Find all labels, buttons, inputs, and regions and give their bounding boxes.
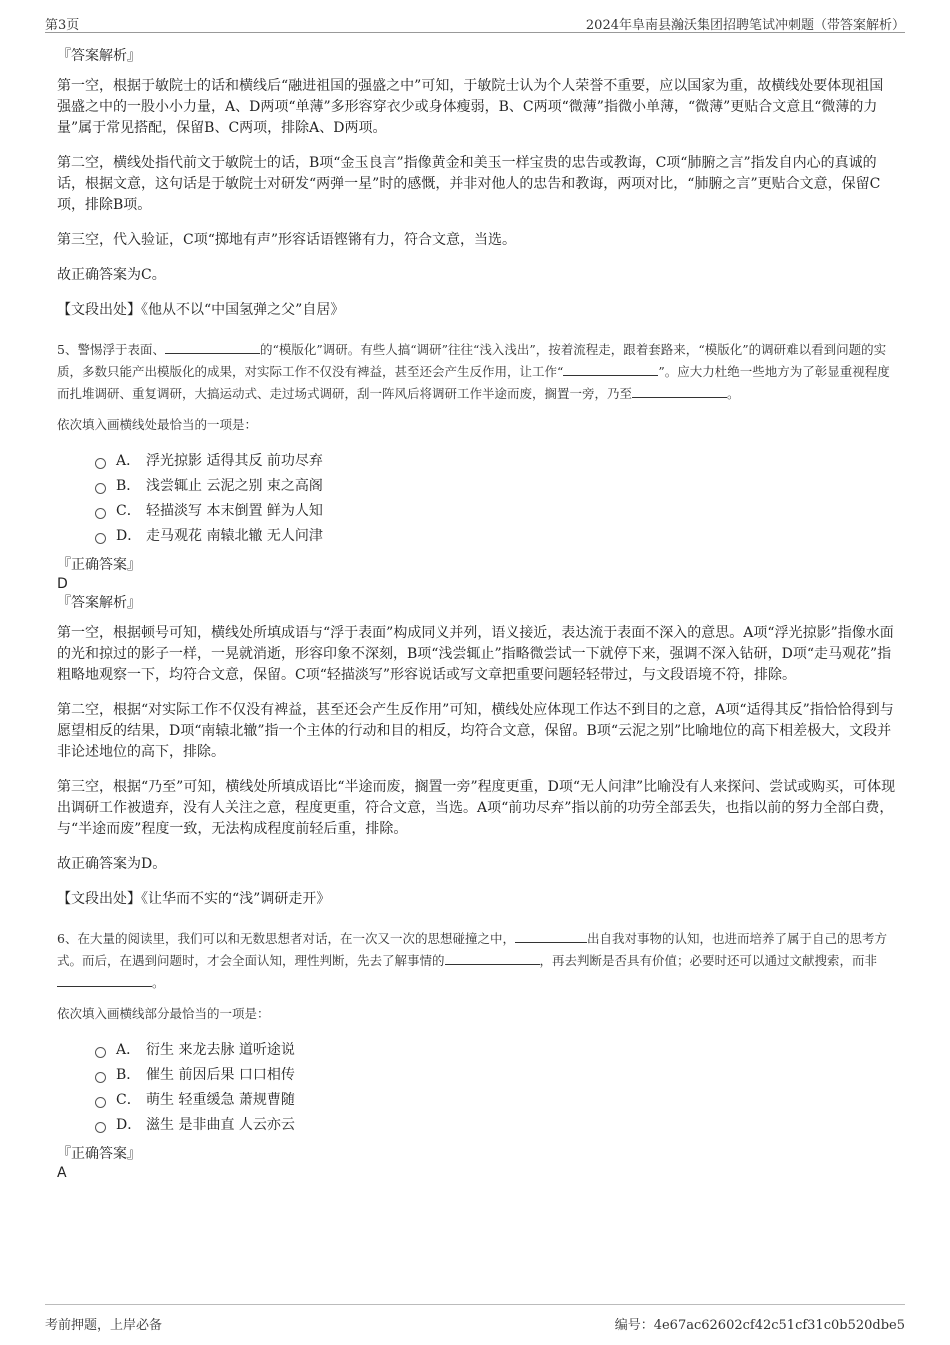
q6-blank-1 [515, 929, 587, 943]
q6-blank-2 [445, 951, 540, 965]
q6-text-part: 。 [152, 975, 165, 990]
option-text: 催生 前因后果 口口相传 [146, 1067, 295, 1083]
q5-analysis-label: 『答案解析』 [57, 595, 141, 611]
q4-conclusion: 故正确答案为C。 [57, 267, 166, 283]
page-number: 第3页 [45, 18, 80, 33]
q6-option-d[interactable] [95, 1113, 897, 1138]
q6-text-part: 6、在大量的阅读里，我们可以和无数思想者对话，在一次又一次的思想碰撞之中， [57, 931, 515, 946]
option-text: 浮光掠影 适得其反 前功尽弃 [146, 453, 323, 469]
q4-analysis-p3: 第三空，代入验证，C项“掷地有声”形容话语铿锵有力，符合文意，当选。 [57, 232, 517, 248]
radio-button-icon[interactable] [95, 1047, 106, 1058]
q5-text-part: 的“模版化”调研。有些人搞“调研”往往“浅入浅出”，按着流程走，跟着套路来，“模版化”的调研难以看到问题的实质，多数只能产出模版化的成果，对实际工作不仅没有裨益，甚至还会产生反作用，让工作“ [57, 342, 887, 379]
document-title: 2024年阜南县瀚沃集团招聘笔试冲刺题（带答案解析） [585, 18, 905, 33]
radio-button-icon[interactable] [95, 483, 106, 494]
q5-blank-2 [563, 362, 658, 376]
page-header [45, 12, 905, 33]
q5-option-d[interactable] [95, 524, 897, 549]
q5-analysis-p3: 第三空，根据“乃至”可知，横线处所填成语比“半途而废，搁置一旁”程度更重，D项“无人问津”比喻没有人来探问、尝试或购买，可体现出调研工作被遗弃，没有人关注之意，程度更重，符合文意，当选。A项“前功尽弃”指以前的功劳全部丢失，也指以前的努力全部白费，与“半途而废”程度一致，无法构成程度前轻后重，排除。 [57, 779, 896, 837]
radio-button-icon[interactable] [95, 508, 106, 519]
q5-text-part: 5、警惕浮于表面、 [57, 342, 165, 357]
footer-slogan: 考前押题，上岸必备 [45, 1318, 163, 1333]
option-text: 衍生 来龙去脉 道听途说 [146, 1042, 295, 1058]
q5-answer: D [57, 576, 68, 592]
q5-options [95, 449, 897, 549]
q5-analysis-p1: 第一空，根据顿号可知，横线处所填成语与“浮于表面”构成同义并列，语义接近，表达流于表面不深入的意思。A项“浮光掠影”指像水面的光和掠过的影子一样，一晃就消逝，形容印象不深刻，B项“浅尝辄止”指略微尝试一下就停下来，强调不深入钻研，D项“走马观花”指粗略地观察一下，均符合文意，保留。C项“轻描淡写”形容说话或写文章把重要问题轻轻带过，与文段语境不符，排除。 [57, 625, 894, 683]
q5-analysis-p2: 第二空，根据“对实际工作不仅没有裨益，甚至还会产生反作用”可知，横线处应体现工作达不到目的之意，A项“适得其反”指恰恰得到与愿望相反的结果，D项“南辕北辙”指一个主体的行动和目的相反，均符合文意，保留。B项“云泥之别”比喻地位的高下相差极大，文段并非论述地位的高下，排除。 [57, 702, 894, 760]
q6-answer-label: 『正确答案』 [57, 1146, 141, 1162]
radio-button-icon[interactable] [95, 1072, 106, 1083]
option-letter: D． [116, 1117, 142, 1133]
q6-option-a[interactable] [95, 1038, 897, 1063]
option-letter: C． [116, 503, 141, 519]
radio-button-icon[interactable] [95, 458, 106, 469]
q6-option-b[interactable] [95, 1063, 897, 1088]
radio-button-icon[interactable] [95, 533, 106, 544]
q5-text-part: ”。应大力杜绝一些地方为了彰显重视程度而扎堆调研、重复调研，大搞运动式、走过场式调研，刮一阵风后将调研工作半途而废，搁置一旁，乃至 [57, 364, 890, 401]
q4-analysis-p2: 第二空，横线处指代前文于敏院士的话，B项“金玉良言”指像黄金和美玉一样宝贵的忠告或教诲，C项“肺腑之言”指发自内心的真诚的话，根据文意，这句话是于敏院士对研发“两弹一星”时的感慨，并非对他人的忠告和教诲，两项对比，“肺腑之言”更贴合文意，保留C项，排除B项。 [57, 155, 881, 213]
q6-option-c[interactable] [95, 1088, 897, 1113]
option-text: 萌生 轻重缓急 萧规曹随 [146, 1092, 295, 1108]
option-text: 走马观花 南辕北辙 无人问津 [146, 528, 323, 544]
radio-button-icon[interactable] [95, 1097, 106, 1108]
page-footer [45, 1304, 905, 1335]
q5-prompt: 依次填入画横线处最恰当的一项是： [57, 417, 258, 432]
option-text: 滋生 是非曲直 人云亦云 [146, 1117, 295, 1133]
q6-prompt: 依次填入画横线部分最恰当的一项是： [57, 1006, 270, 1021]
q4-analysis-label: 『答案解析』 [57, 48, 141, 64]
q5-option-a[interactable] [95, 449, 897, 474]
option-letter: B． [116, 1067, 141, 1083]
q6-blank-3 [57, 973, 152, 987]
q5-blank-1 [165, 340, 260, 354]
option-letter: A． [116, 453, 141, 469]
q6-text-part: 出自我对事物的认知，也进而培养了属于自己的思考方式。而后，在遇到问题时，才会全面认知，理性判断，先去了解事情的 [57, 931, 887, 968]
q6-answer: A [57, 1165, 67, 1181]
q6-text-part: ，再去判断是否具有价值；必要时还可以通过文献搜索，而非 [539, 953, 878, 968]
q4-analysis-p1: 第一空，根据于敏院士的话和横线后“融进祖国的强盛之中”可知，于敏院士认为个人荣誉不重要，应以国家为重，故横线处要体现祖国强盛之中的一股小小力量，A、D两项“单薄”多形容穿衣少或身体瘦弱，B、C两项“微薄”指微小单薄，“微薄”更贴合文意且“微薄的力量”属于常见搭配，保留B、C两项，排除A、D两项。 [57, 78, 884, 136]
q6-options [95, 1038, 897, 1138]
q5-answer-label: 『正确答案』 [57, 557, 141, 573]
q5-blank-3 [632, 384, 727, 398]
option-letter: A． [116, 1042, 141, 1058]
document-serial: 编号：4e67ac62602cf42c51cf31c0b520dbe5 [614, 1318, 905, 1333]
option-letter: B． [116, 478, 141, 494]
option-text: 轻描淡写 本末倒置 鲜为人知 [146, 503, 323, 519]
q4-source: 【文段出处】《他从不以“中国氢弹之父”自居》 [57, 302, 345, 318]
q5-option-b[interactable] [95, 474, 897, 499]
q5-conclusion: 故正确答案为D。 [57, 856, 167, 872]
q5-question-text [57, 339, 897, 405]
q5-option-c[interactable] [95, 499, 897, 524]
option-letter: C． [116, 1092, 141, 1108]
q5-source: 【文段出处】《让华而不实的“浅”调研走开》 [57, 891, 331, 907]
document-body [57, 46, 897, 1182]
option-text: 浅尝辄止 云泥之别 束之高阁 [146, 478, 323, 494]
q6-question-text [57, 928, 897, 994]
q5-text-part: 。 [727, 386, 740, 401]
option-letter: D． [116, 528, 142, 544]
radio-button-icon[interactable] [95, 1122, 106, 1133]
